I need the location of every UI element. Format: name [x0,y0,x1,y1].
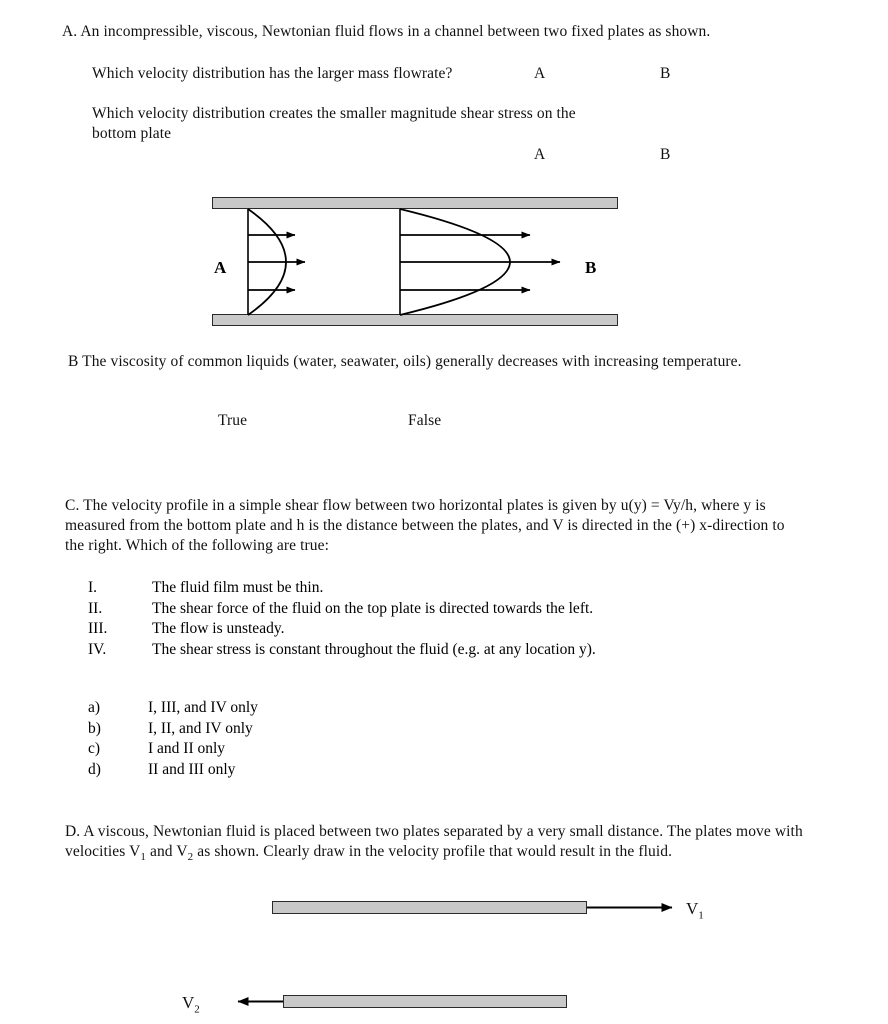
velocity-subscript: 1 [698,909,704,922]
option-text: I, III, and IV only [148,699,258,716]
option-letter: d) [88,760,101,778]
statement-text: The fluid film must be thin. [152,579,324,596]
answer-option-c[interactable] [88,739,508,760]
section-a-question-1-option-a[interactable]: A [534,65,546,82]
velocity-symbol: V [182,993,195,1012]
section-d-heading-part-1: D. A viscous, Newtonian fluid is placed between two plates separated by a very small distance. The plates move with velocities $V_1$ and $V_2$ as shown. Clearly draw in the velocity profile that would result in the fluid. [65,823,803,864]
option-letter: a) [88,699,101,716]
option-text: II and III only [148,760,236,778]
section-c-statement-list [88,578,708,660]
section-a-question-2-option-b[interactable]: B [660,146,671,163]
profile-a-label: A [214,258,227,277]
statement-numeral: IV. [88,640,107,658]
statement-text: The flow is unsteady. [152,620,285,637]
list-item [88,578,708,599]
section-c-heading: C. The velocity profile in a simple shear flow between two horizontal plates is given by u(y) = Vy/h, where y is measured from the bottom plate and h is the distance between the plates, and V is directed in the (+) x-direction to the right. Which of the following are true: [65,497,785,554]
profile-a-group [248,209,305,315]
section-b-option-true[interactable]: True [218,412,248,429]
velocity-symbol: V [129,843,141,860]
statement-text: The shear stress is constant throughout the fluid (e.g. at any location y). [152,640,596,658]
section-a-question-2-option-a[interactable]: A [534,146,546,163]
velocity-subscript: 2 [187,851,194,864]
option-letter: c) [88,740,101,757]
section-a-question-2: Which velocity distribution creates the smaller magnitude shear stress on the bottom plate [92,105,576,142]
moving-plates-diagram [160,890,760,1020]
list-item [88,640,708,661]
option-text: I, II, and IV only [148,719,253,737]
bottom-plate-velocity-label [182,993,200,1015]
profile-b-group [400,209,560,315]
velocity-subscript: 2 [194,1003,200,1016]
statement-numeral: I. [88,579,98,596]
list-item [88,619,708,640]
section-c-answer-options [88,698,508,780]
profile-b-label: B [585,258,597,277]
answer-option-b[interactable] [88,719,508,740]
statement-numeral: III. [88,620,108,637]
list-item [88,599,708,620]
section-a-question-1: Which velocity distribution has the larger mass flowrate? [92,65,453,82]
velocity-symbol: V [686,899,699,918]
answer-option-d[interactable] [88,760,508,781]
section-b-option-false[interactable]: False [408,412,442,429]
section-d-heading [65,822,805,867]
section-a-heading: A. An incompressible, viscous, Newtonian fluid flows in a channel between two fixed plates as shown. [62,23,711,40]
statement-numeral: II. [88,599,103,617]
answer-option-a[interactable] [88,698,508,719]
section-b-heading: B The viscosity of common liquids (water, seawater, oils) generally decreases with increasing temperature. [68,353,742,370]
velocity-symbol: V [176,843,188,860]
plate-velocity-arrows-svg [160,890,760,1020]
section-a-question-1-option-b[interactable]: B [660,65,671,82]
option-letter: b) [88,719,101,737]
option-text: I and II only [148,740,226,757]
top-plate-velocity-label [686,899,704,921]
channel-flow-diagram [200,190,630,340]
statement-text: The shear force of the fluid on the top plate is directed towards the left. [152,599,594,617]
velocity-subscript: 1 [140,851,146,864]
velocity-profile-svg [200,190,630,340]
